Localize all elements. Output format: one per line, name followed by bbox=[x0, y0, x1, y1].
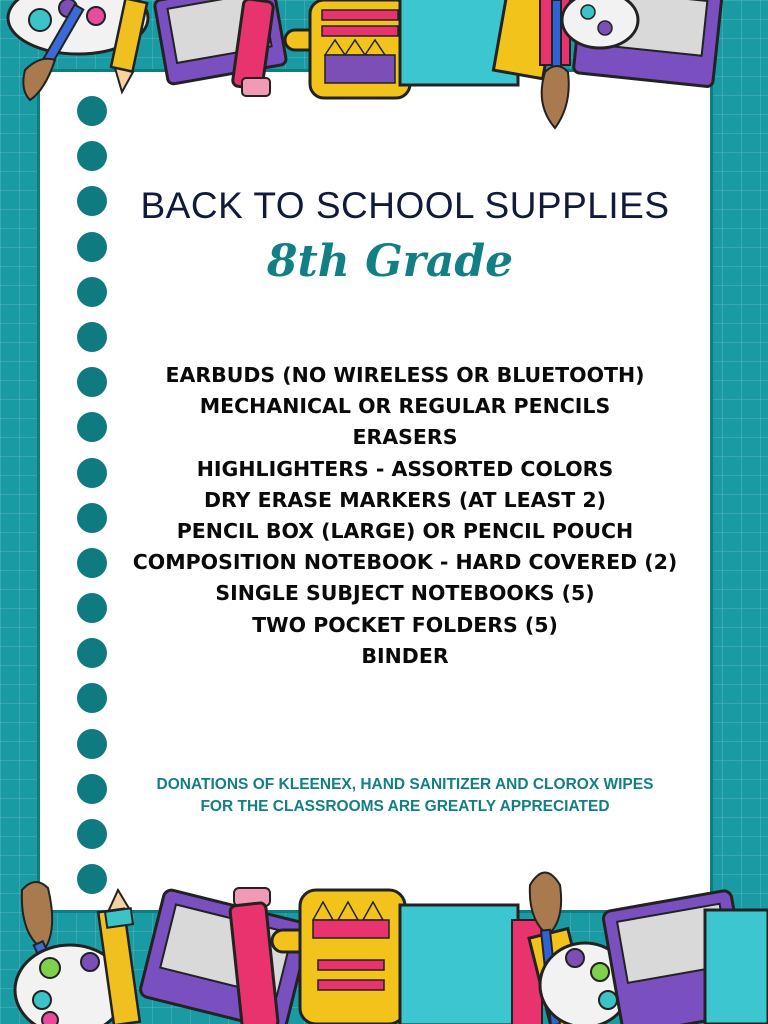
binder-hole bbox=[77, 141, 107, 171]
tablet-icon bbox=[139, 888, 311, 1024]
donation-note-line: FOR THE CLASSROOMS ARE GREATLY APPRECIATED bbox=[200, 798, 610, 815]
list-item: COMPOSITION NOTEBOOK - HARD COVERED (2) bbox=[132, 550, 678, 575]
top-supplies-illustration bbox=[0, 0, 768, 135]
supply-list bbox=[100, 360, 710, 672]
grade-subtitle: 8th Grade bbox=[266, 236, 514, 287]
binder-hole bbox=[77, 819, 107, 849]
list-item: DRY ERASE MARKERS (AT LEAST 2) bbox=[203, 487, 607, 512]
list-item: SINGLE SUBJECT NOTEBOOKS (5) bbox=[215, 581, 595, 606]
list-item: ERASERS bbox=[352, 425, 458, 450]
list-item: HIGHLIGHTERS - ASSORTED COLORS bbox=[196, 456, 614, 481]
binder-hole bbox=[77, 683, 107, 713]
binder-hole bbox=[77, 277, 107, 307]
donation-note bbox=[100, 774, 710, 818]
list-item: MECHANICAL OR REGULAR PENCILS bbox=[199, 394, 611, 419]
bottom-supplies-illustration bbox=[0, 850, 768, 1024]
list-item: PENCIL BOX (LARGE) OR PENCIL POUCH bbox=[176, 519, 634, 544]
tablet-icon bbox=[602, 890, 768, 1024]
binder-hole bbox=[77, 729, 107, 759]
list-item: BINDER bbox=[361, 643, 449, 668]
donation-note-line: DONATIONS OF KLEENEX, HAND SANITIZER AND CLOROX WIPES bbox=[156, 776, 654, 793]
page-title: BACK TO SCHOOL SUPPLIES bbox=[140, 185, 670, 226]
paint-palette-icon bbox=[562, 0, 638, 48]
binder-hole bbox=[77, 322, 107, 352]
list-item: EARBUDS (NO WIRELESS OR BLUETOOTH) bbox=[165, 363, 645, 387]
list-item: TWO POCKET FOLDERS (5) bbox=[252, 612, 558, 637]
binder-hole bbox=[77, 232, 107, 262]
